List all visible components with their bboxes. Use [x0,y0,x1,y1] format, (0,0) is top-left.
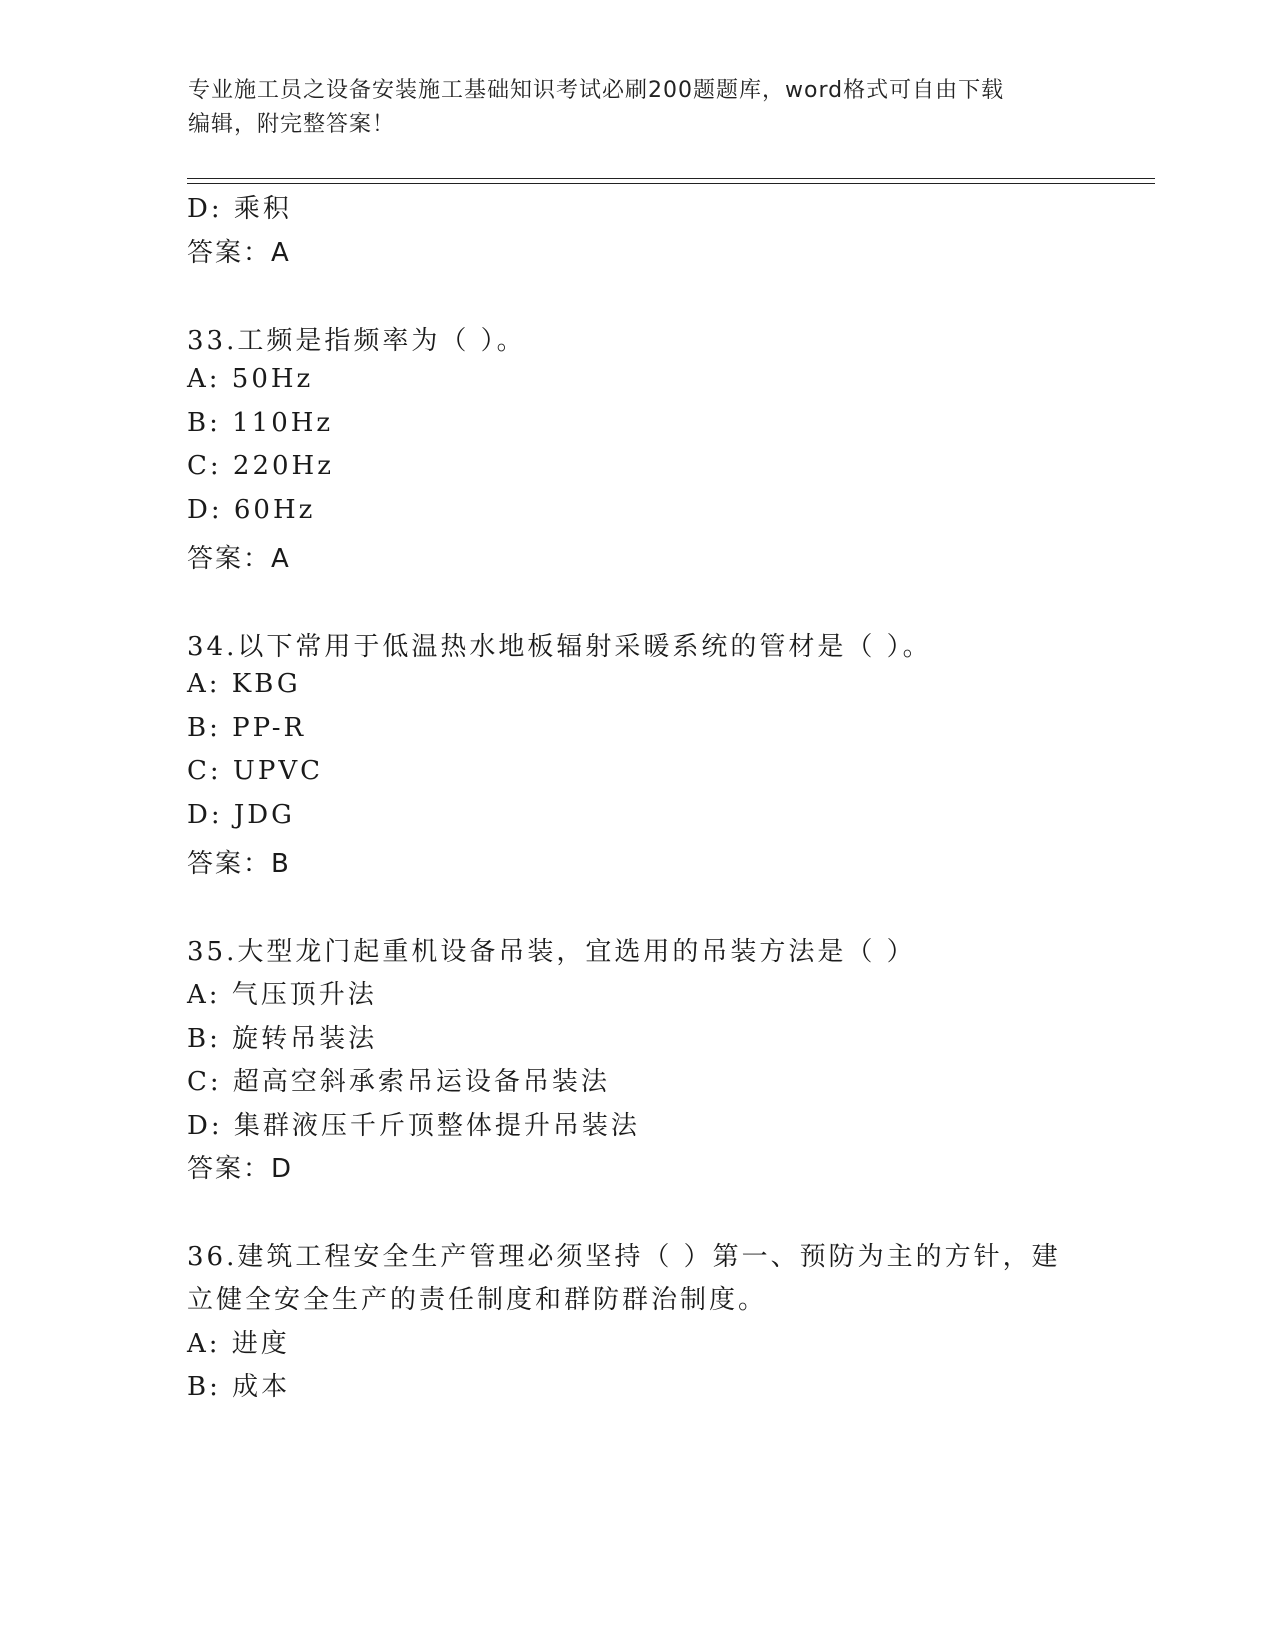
q33-option-a: A: 50Hz [187,364,314,394]
q34-stem: 34.以下常用于低温热水地板辐射采暖系统的管材是（ ）。 [187,632,932,662]
q32-option-d: D: 乘积 [187,194,292,224]
q35-answer: 答案：D [187,1154,294,1184]
q36-stem-line-1: 36.建筑工程安全生产管理必须坚持（ ）第一、预防为主的方针，建 [187,1242,1061,1272]
q35-option-a: A: 气压顶升法 [187,980,377,1010]
q34-option-d: D: JDG [187,800,295,830]
q33-answer: 答案：A [187,544,291,574]
document-header [188,74,1088,142]
header-title-line-1: 专业施工员之设备安装施工基础知识考试必刷200题题库，word格式可自由下载 [188,78,1005,103]
header-divider-top [187,178,1155,179]
q34-option-c: C: UPVC [187,756,323,786]
q33-option-d: D: 60Hz [187,495,316,525]
q35-option-b: B: 旋转吊装法 [187,1024,378,1054]
q36-option-a: A: 进度 [187,1329,290,1359]
q35-option-c: C: 超高空斜承索吊运设备吊装法 [187,1067,610,1097]
q35-stem: 35.大型龙门起重机设备吊装，宜选用的吊装方法是（ ） [187,937,916,967]
q33-stem: 33.工频是指频率为（ ）。 [187,326,526,356]
q35-option-d: D: 集群液压千斤顶整体提升吊装法 [187,1111,640,1141]
header-title-line-2: 编辑，附完整答案！ [188,112,396,137]
q32-answer: 答案：A [187,238,291,268]
q34-option-a: A: KBG [187,669,301,699]
q34-answer: 答案：B [187,849,291,879]
q34-option-b: B: PP-R [187,713,307,743]
q33-option-b: B: 110Hz [187,408,334,438]
q33-option-c: C: 220Hz [187,451,334,481]
q36-option-b: B: 成本 [187,1372,291,1402]
q36-stem-line-2: 立健全安全生产的责任制度和群防群治制度。 [187,1285,768,1315]
header-divider-bottom [187,183,1155,184]
